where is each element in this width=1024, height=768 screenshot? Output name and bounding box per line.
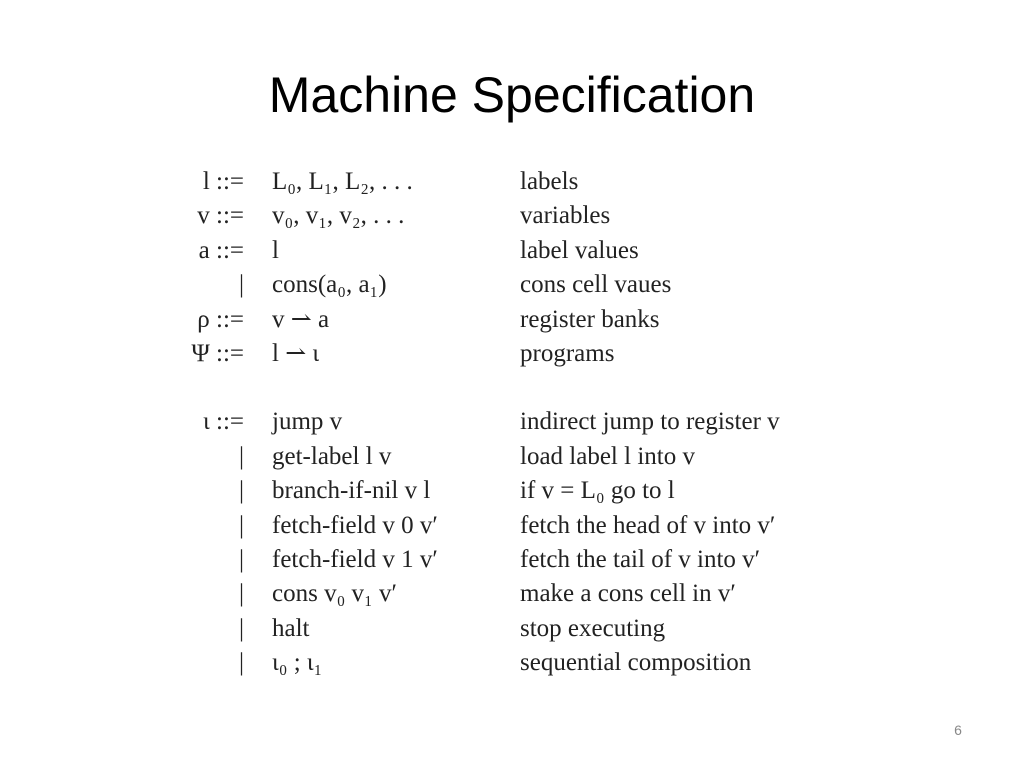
- grammar-rhs: fetch-field v 0 v′: [272, 511, 438, 539]
- page-number: 6: [954, 722, 962, 738]
- grammar-description: label values: [520, 236, 639, 264]
- grammar-description: labels: [520, 168, 579, 195]
- grammar-rhs: L₀, L₁, L₂, . . .: [272, 168, 413, 195]
- grammar-rhs: l ⇀ ι: [272, 339, 320, 367]
- grammar-lhs: |: [238, 442, 244, 470]
- grammar-description: if v = L₀ go to l: [520, 477, 675, 505]
- grammar-lhs: |: [238, 511, 244, 539]
- grammar-lhs: Ψ ::=: [191, 339, 244, 367]
- grammar-lhs: |: [238, 271, 244, 299]
- grammar-rhs: l: [272, 236, 279, 264]
- grammar-description: fetch the head of v into v′: [520, 511, 776, 539]
- grammar-row: [0, 509, 1024, 543]
- grammar-rhs: v₀, v₁, v₂, . . .: [272, 202, 405, 230]
- grammar-description: programs: [520, 339, 615, 367]
- grammar-lhs: |: [238, 614, 244, 642]
- grammar-rhs: get-label l v: [272, 442, 392, 470]
- grammar-description: sequential composition: [520, 649, 752, 677]
- grammar-rhs: branch-if-nil v l: [272, 477, 431, 505]
- grammar-row: [0, 612, 1024, 646]
- grammar-row: [0, 165, 1024, 199]
- grammar-description: fetch the tail of v into v′: [520, 545, 761, 573]
- grammar-description: stop executing: [520, 614, 666, 642]
- grammar-rhs: v ⇀ a: [272, 305, 330, 333]
- grammar-description: variables: [520, 202, 611, 230]
- grammar-row: [0, 234, 1024, 268]
- grammar-row: [0, 474, 1024, 508]
- grammar-rhs: cons v₀ v₁ v′: [272, 580, 397, 608]
- grammar-rhs: cons(a₀, a₁): [272, 271, 387, 299]
- grammar-rhs: jump v: [272, 408, 343, 436]
- grammar-rhs: fetch-field v 1 v′: [272, 545, 438, 573]
- grammar-description: make a cons cell in v′: [520, 580, 736, 608]
- slide-title: Machine Specification: [268, 67, 756, 123]
- grammar-lhs: a ::=: [198, 236, 244, 264]
- grammar-lhs: ρ ::=: [197, 305, 244, 333]
- grammar-lhs: |: [238, 545, 244, 573]
- grammar-row-spacer: [0, 371, 1024, 405]
- grammar-lhs: |: [238, 477, 244, 505]
- grammar-row: [0, 577, 1024, 611]
- grammar-row: [0, 646, 1024, 680]
- grammar-lhs: l ::=: [202, 168, 244, 195]
- grammar-description: cons cell vaues: [520, 271, 672, 299]
- grammar-row: [0, 405, 1024, 439]
- grammar-row: [0, 543, 1024, 577]
- grammar-row: [0, 440, 1024, 474]
- grammar-description: indirect jump to register v: [520, 408, 780, 436]
- grammar-lhs: |: [238, 580, 244, 608]
- grammar-row: [0, 199, 1024, 233]
- grammar-row: [0, 303, 1024, 337]
- grammar-rhs: halt: [272, 614, 310, 642]
- grammar-row: [0, 268, 1024, 302]
- grammar-row: [0, 337, 1024, 371]
- grammar-lhs: v ::=: [197, 202, 244, 230]
- grammar-lhs: |: [238, 649, 244, 677]
- grammar-lhs: ι ::=: [203, 408, 244, 436]
- grammar-table: [0, 165, 1024, 680]
- grammar-description: register banks: [520, 305, 660, 333]
- grammar-rhs: ι₀ ; ι₁: [272, 649, 323, 677]
- grammar-description: load label l into v: [520, 442, 695, 470]
